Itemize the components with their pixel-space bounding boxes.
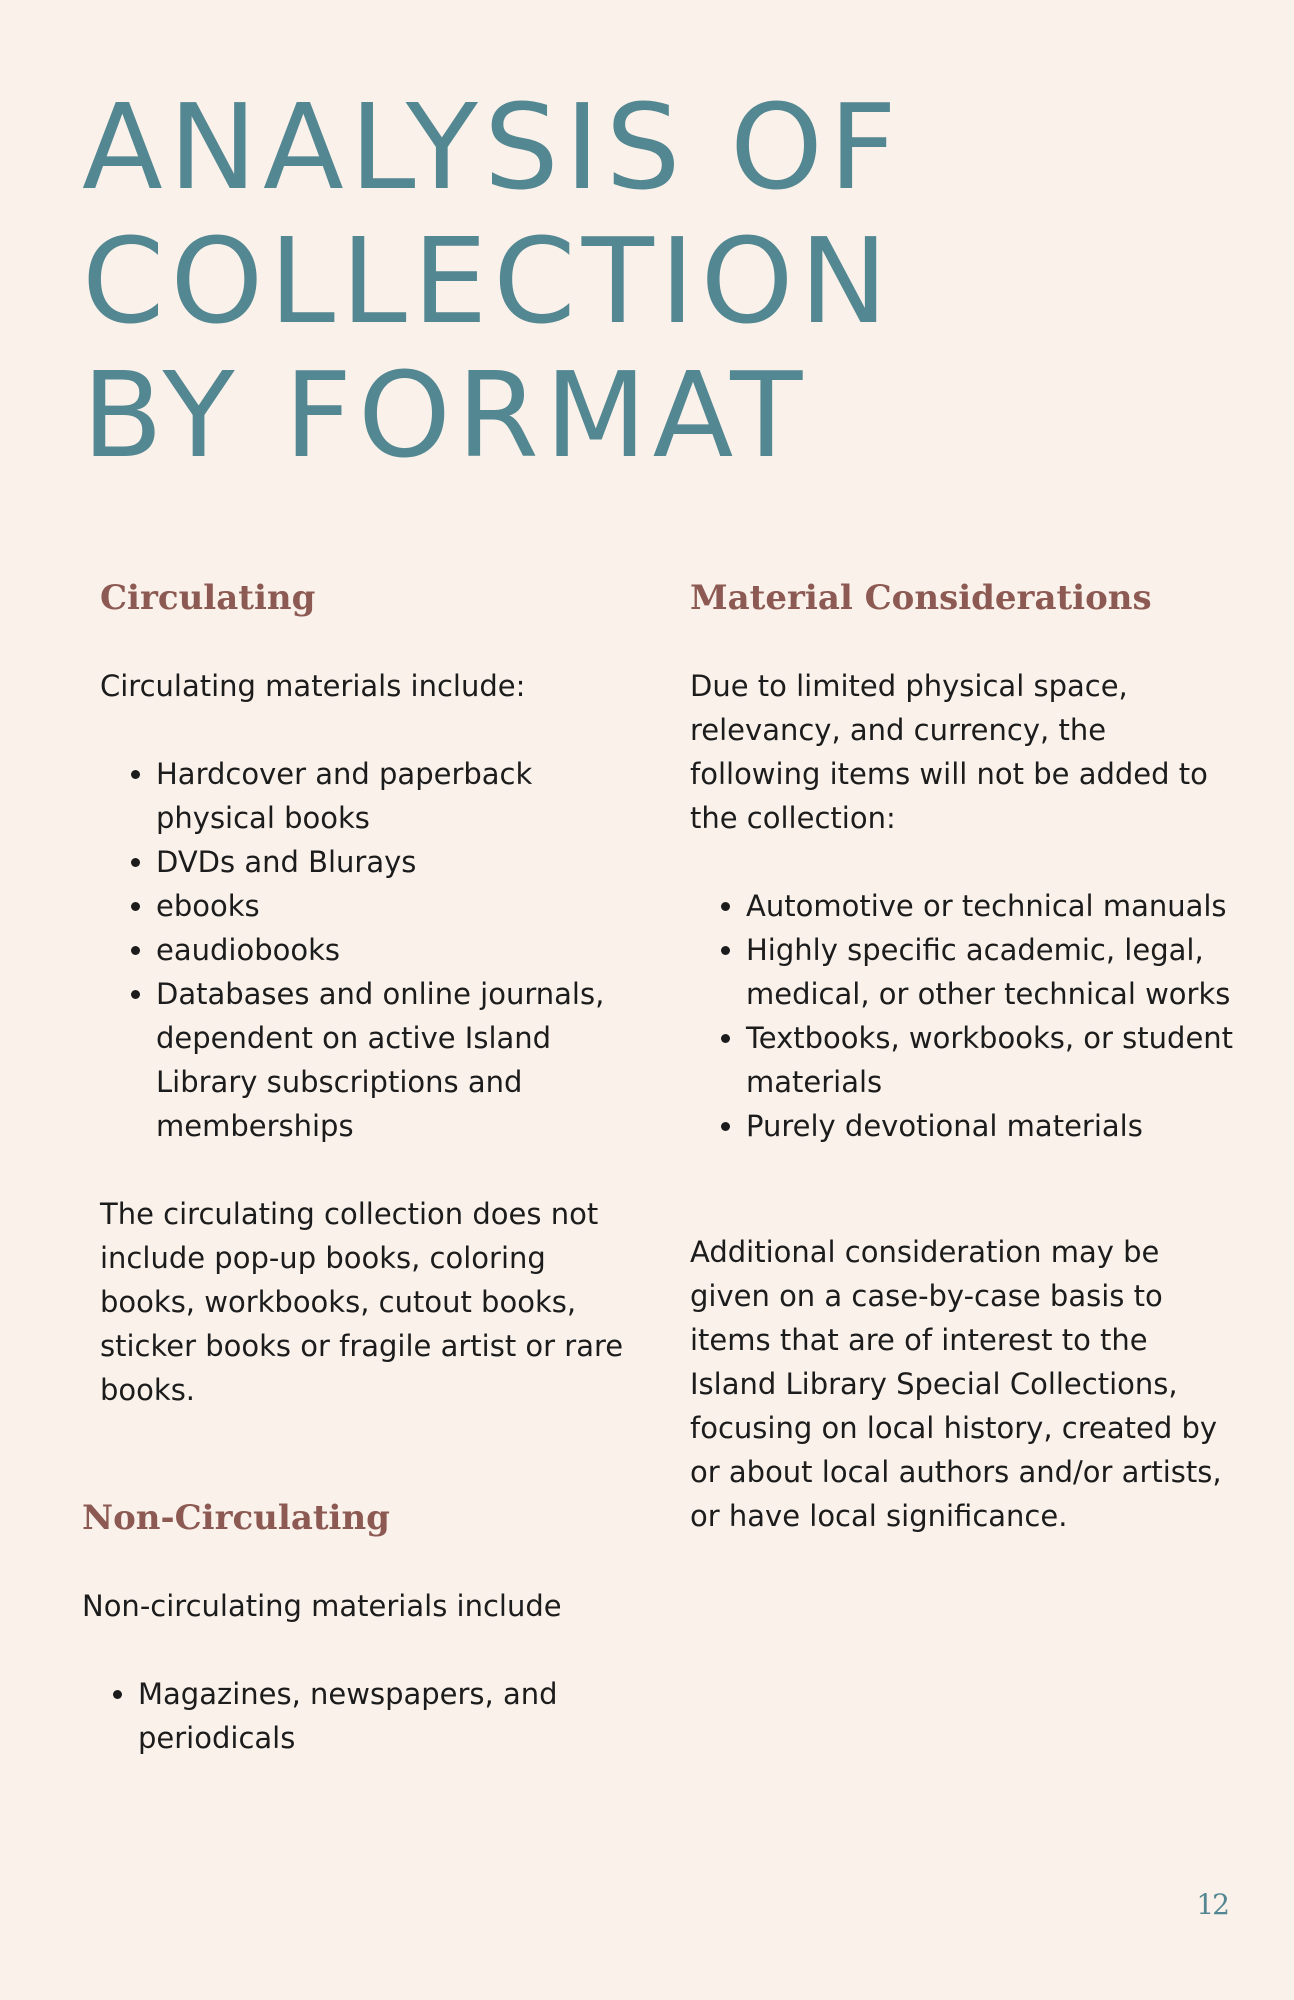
list-item: • Automotive or technical manuals [746,884,1240,928]
material-considerations-intro: Due to limited physical space, relevancy, and currency, the following items will not be added to the collection: [690,669,1208,835]
circulating-heading: Circulating [100,578,316,618]
title-line-2: COLLECTION [82,212,894,350]
circulating-intro: Circulating materials include: [100,669,526,703]
circulating-note: The circulating collection does not include pop-up books, coloring books, workbooks, cutout books, sticker books or fragile artist or rare books. [100,1197,624,1407]
material-considerations-note: Additional consideration may be given on a case-by-case basis to items that are of interest to the Island Library Special Collections, focusing on local history, created by or about local authors and/or artists, or have local significance. [690,1235,1222,1533]
material-considerations-list [690,884,1240,1148]
list-item: • Magazines, newspapers, and periodicals [138,1672,622,1760]
title-line-1: ANALYSIS OF [82,78,903,216]
material-considerations-heading: Material Considerations [690,578,1152,618]
circulating-section [100,664,640,1412]
list-item: • eaudiobooks [156,928,640,972]
list-item: • Hardcover and paperback physical books [156,752,640,840]
list-item: • Databases and online journals, dependent on active Island Library subscriptions and memberships [156,972,640,1148]
non-circulating-heading: Non-Circulating [82,1498,390,1538]
list-item: • DVDs and Blurays [156,840,640,884]
material-considerations-section [690,664,1240,1538]
page-number: 12 [1196,1888,1228,1921]
page-title [82,80,903,482]
list-item: • Highly specific academic, legal, medical, or other technical works [746,928,1240,1016]
non-circulating-list [82,1672,622,1760]
non-circulating-section [82,1584,622,1760]
list-item: • Purely devotional materials [746,1104,1240,1148]
non-circulating-intro: Non-circulating materials include [82,1589,562,1623]
list-item: • Textbooks, workbooks, or student materials [746,1016,1240,1104]
list-item: • ebooks [156,884,640,928]
title-line-3: BY FORMAT [82,346,809,484]
circulating-list [100,752,640,1148]
